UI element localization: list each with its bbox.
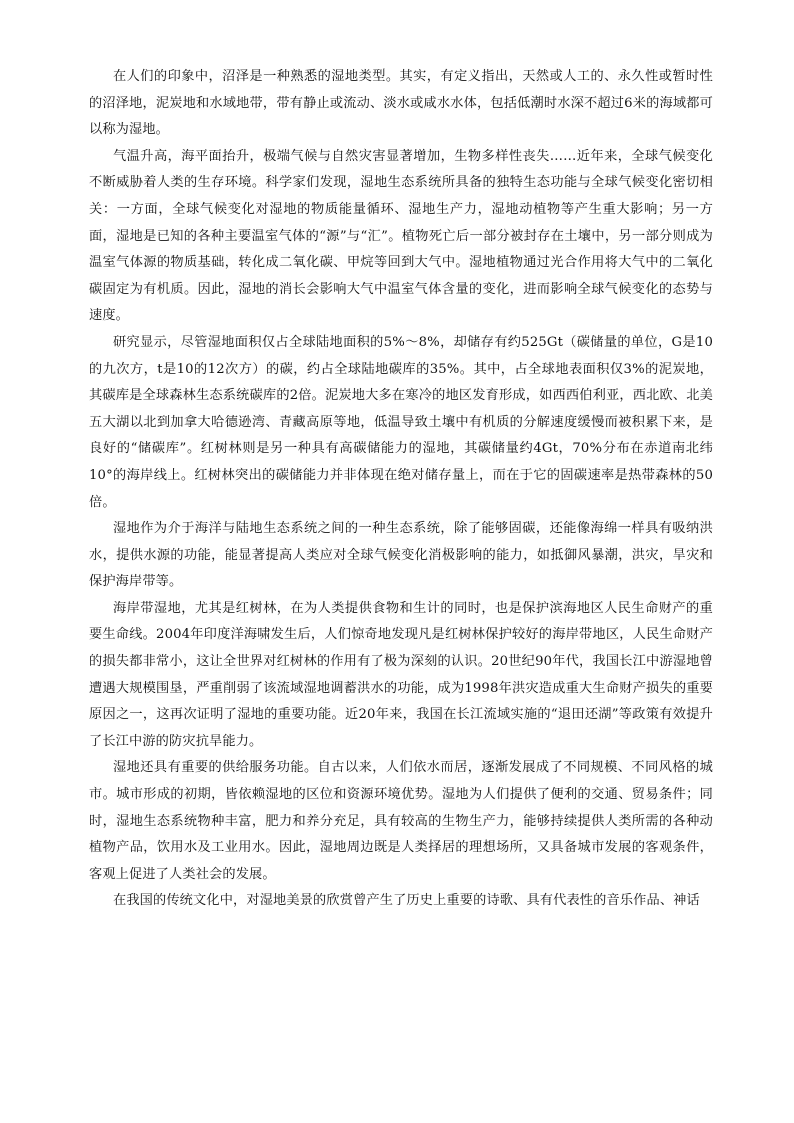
paragraph-1: 在人们的印象中，沼泽是一种熟悉的湿地类型。其实，有定义指出，天然或人工的、永久性或暂时性的沼泽地，泥炭地和水域地带，带有静止或流动、淡水或咸水水体，包括低潮时水深不超过6米的海域都可以称为湿地。 [89,69,713,138]
paragraph-6: 湿地还具有重要的供给服务功能。自古以来，人们依水而居，逐渐发展成了不同规模、不同风格的城市。城市形成的初期，皆依赖湿地的区位和资源环境优势。湿地为人们提供了便利的交通、贸易条件；同时，湿地生态系统物种丰富，肥力和养分充足，具有较高的生物生产力，能够持续提供人类所需的各种动植物产品，饮用水及工业用水。因此，湿地周边既是人类择居的理想场所，又具备城市发展的客观条件，客观上促进了人类社会的发展。 [89,760,713,882]
paragraph-7: 在我国的传统文化中，对湿地美景的欣赏曾产生了历史上重要的诗歌、具有代表性的音乐作品、神话 [113,893,700,909]
paragraph-4: 湿地作为介于海洋与陆地生态系统之间的一种生态系统，除了能够固碳，还能像海绵一样具有吸纳洪水，提供水源的功能，能显著提高人类应对全球气候变化消极影响的能力，如抵御风暴潮，洪灾，旱灾和保护海岸带等。 [89,521,713,590]
paragraph-5: 海岸带湿地，尤其是红树林，在为人类提供食物和生计的同时，也是保护滨海地区人民生命财产的重要生命线。2004年印度洋海啸发生后，人们惊奇地发现凡是红树林保护较好的海岸带地区，人民生命财产的损失都非常小，这让全世界对红树林的作用有了极为深刻的认识。20世纪90年代，我国长江中游湿地曾遭遇大规模围垦，严重削弱了该流域湿地调蓄洪水的功能，成为1998年洪灾造成重大生命财产损失的重要原因之一，这再次证明了湿地的重要功能。近20年来，我国在长江流域实施的“退田还湖”等政策有效提升了长江中游的防灾抗旱能力。 [89,600,713,749]
article-body [89,64,713,915]
paragraph-3: 研究显示，尽管湿地面积仅占全球陆地面积的5%～8%，却储存有约525Gt（碳储量的单位，G是10的九次方，t是10的12次方）的碳，约占全球陆地碳库的35%。其中，占全球地表面积仅3%的泥炭地，其碳库是全球森林生态系统碳库的2倍。泥炭地大多在寒冷的地区发育形成，如西西伯利亚，西北欧、北美五大湖以北到加拿大哈德逊湾、青藏高原等地，低温导致土壤中有机质的分解速度缓慢而被积累下来，是良好的“储碳库”。红树林则是另一种具有高碳储能力的湿地，其碳储量约4Gt，70%分布在赤道南北纬10°的海岸线上。红树林突出的碳储能力并非体现在绝对储存量上，而在于它的固碳速率是热带森林的50倍。 [89,334,713,510]
paragraph-2: 气温升高，海平面抬升，极端气候与自然灾害显著增加，生物多样性丧失……近年来，全球气候变化不断威胁着人类的生存环境。科学家们发现，湿地生态系统所具备的独特生态功能与全球气候变化密切相关：一方面，全球气候变化对湿地的物质能量循环、湿地生产力，湿地动植物等产生重大影响；另一方面，湿地是已知的各种主要温室气体的“源”与“汇”。植物死亡后一部分被封存在土壤中，另一部分则成为温室气体源的物质基础，转化成二氧化碳、甲烷等回到大气中。湿地植物通过光合作用将大气中的二氧化碳固定为有机质。因此，湿地的消长会影响大气中温室气体含量的变化，进而影响全球气候变化的态势与速度。 [89,148,713,324]
